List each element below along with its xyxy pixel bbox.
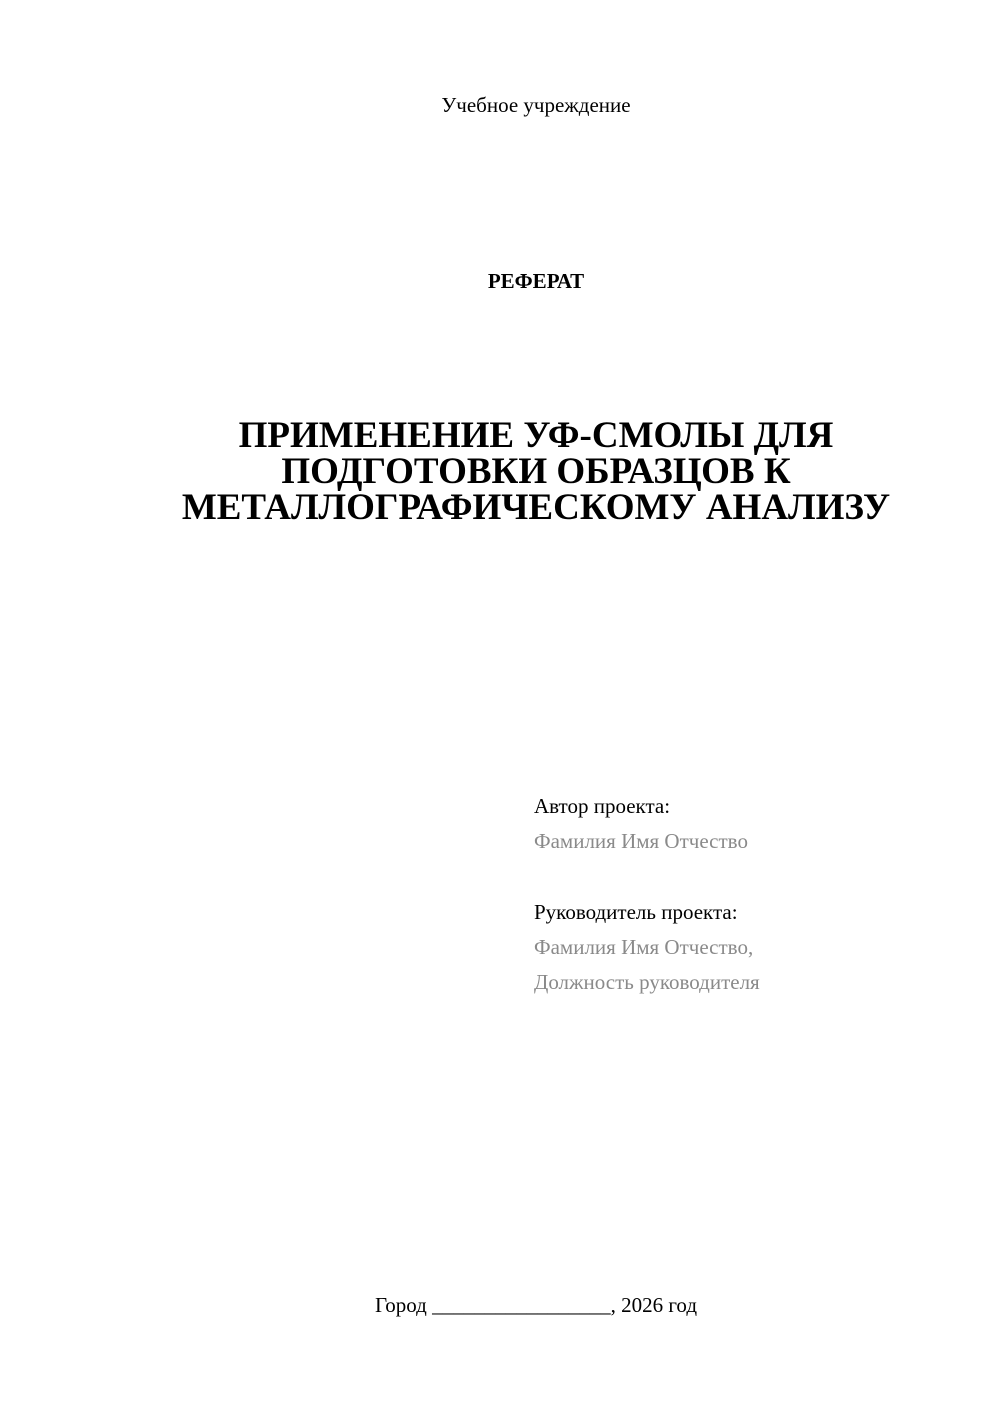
- institution-name: Учебное учреждение: [441, 93, 631, 117]
- credits-spacer: [534, 859, 974, 895]
- supervisor-position: Должность руководителя: [534, 970, 760, 994]
- author-label: Автор проекта:: [534, 794, 671, 818]
- title-line: ПРИМЕНЕНИЕ УФ-СМОЛЫ ДЛЯ: [238, 415, 834, 456]
- credits-block: [534, 789, 974, 1000]
- document-type: РЕФЕРАТ: [487, 269, 585, 293]
- title-line: ПОДГОТОВКИ ОБРАЗЦОВ К: [281, 451, 791, 492]
- city-year-line: Город _________________, 2026 год: [374, 1293, 698, 1317]
- title-line: МЕТАЛЛОГРАФИЧЕСКОМУ АНАЛИЗУ: [181, 487, 891, 528]
- supervisor-name: Фамилия Имя Отчество,: [534, 935, 754, 959]
- document-title: [100, 415, 972, 528]
- author-name: Фамилия Имя Отчество: [534, 829, 748, 853]
- supervisor-label: Руководитель проекта:: [534, 900, 738, 924]
